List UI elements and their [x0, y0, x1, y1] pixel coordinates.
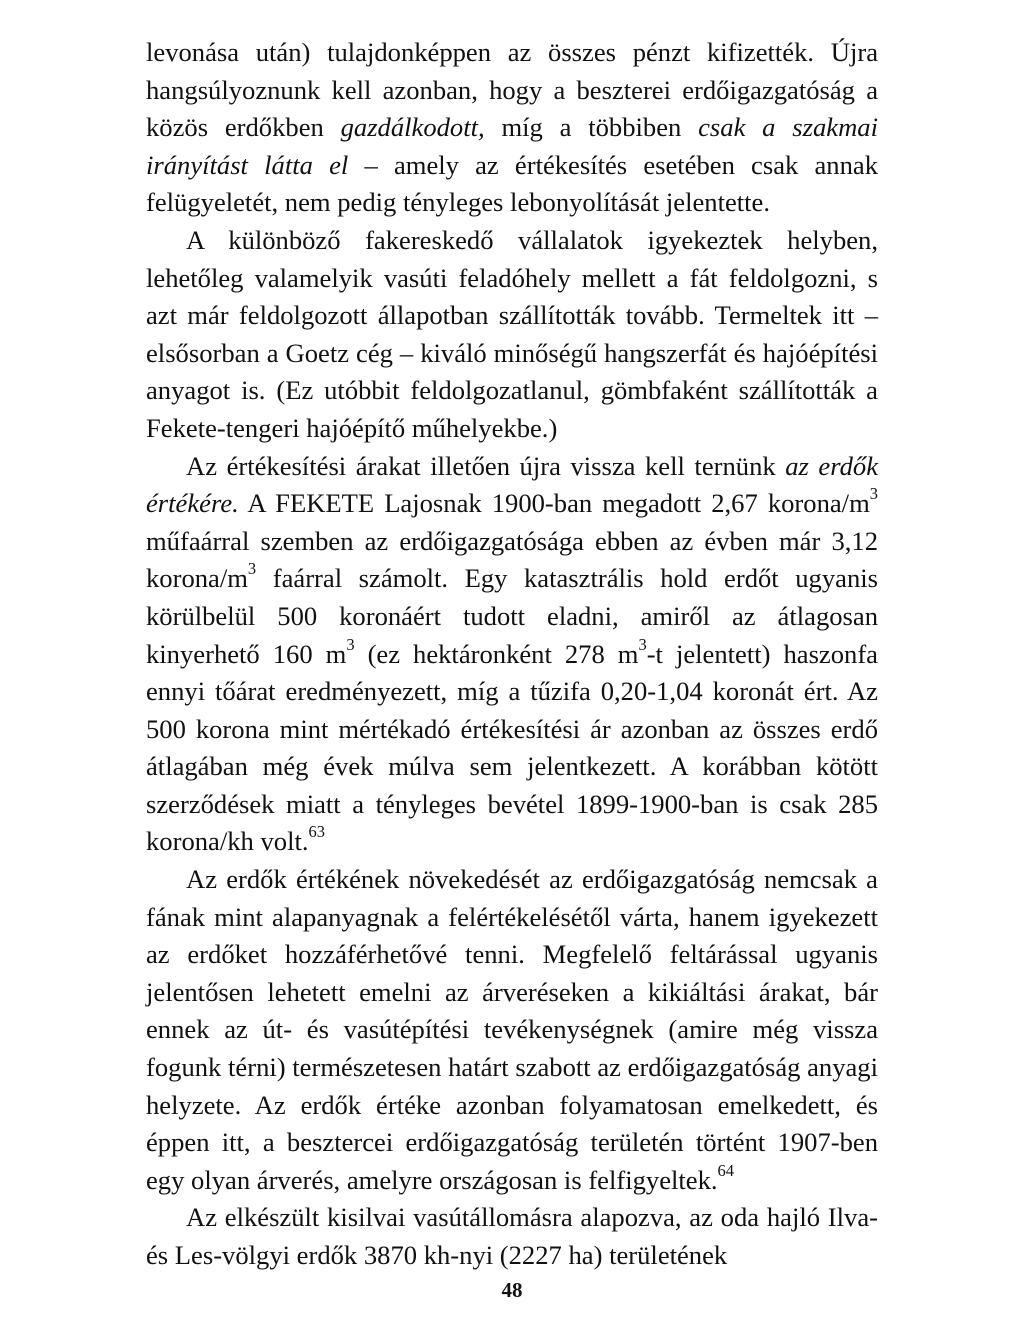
paragraph	[146, 34, 878, 222]
text-run: míg a többiben	[484, 112, 699, 143]
paragraph	[146, 222, 878, 448]
text-run: -t jelentett) haszonfa ennyi tőárat eredményezett, míg a tűzifa 0,20-1,04 koronát ért. Az 500 korona mint mértékadó értékesítési ár azonban az összes erdő átlagában még évek múlva sem jelentkezett. A korábban kötött szerződések miatt a tényleges bevétel 1899-1900-ban is csak 285 korona/kh volt.	[146, 638, 878, 857]
text-run: levonása után) tulajdonképpen az összes pénzt kifizették. Újra hangsúlyoznunk kell azonban, hogy a beszterei erdőigazgatóság a közös erdőkben	[146, 37, 878, 143]
paragraph	[146, 448, 878, 862]
text-run: műfaárral szemben az erdőigazgatósága ebben az évben már 3,12 korona/m	[146, 525, 878, 594]
text-run: Az elkészült kisilvai vasútállomásra alapozva, az oda hajló Ilva- és Les-völgyi erdők 3870 kh-nyi (2227 ha) területének	[146, 1202, 878, 1270]
italic-text: gazdálkodott,	[340, 112, 485, 143]
text-run: A FEKETE Lajosnak 1900-ban megadott 2,67 korona/m	[238, 488, 870, 519]
paragraph	[146, 861, 878, 1199]
italic-text: csak a szakmai irányítást látta el	[146, 112, 878, 180]
text-run: – amely az értékesítés esetében csak annak felügyeletét, nem pedig tényleges lebonyolítását jelentette.	[146, 149, 878, 218]
text-run: Az erdők értékének növekedését az erdőigazgatóság nemcsak a fának mint alapanyagnak a felértékelésétől várta, hanem igyekezett az erdőket hozzáférhetővé tenni. Megfelelő feltárással ugyanis jelentősen lehetett emelni az árveréseken a kikiáltási árakat, bár ennek az út- és vasútépítési tevékenységnek (amire még vissza fogunk térni) természetesen határt szabott az erdőigazgatóság anyagi helyzete. Az erdők értéke azonban folyamatosan emelkedett, és éppen itt, a besztercei erdőigazgatóság területén történt 1907-ben egy olyan árverés, amelyre országosan is felfigyeltek.	[146, 864, 878, 1195]
superscript: 3	[346, 634, 355, 654]
text-body	[146, 34, 878, 1275]
italic-text: az erdők értékére.	[146, 450, 878, 519]
text-run: A különböző fakereskedő vállalatok igyekeztek helyben, lehetőleg valamelyik vasúti feladóhely mellett a fát feldolgozni, s azt már feldolgozott állapotban szállították tovább. Termeltek itt – elsősorban a Goetz cég – kiváló minőségű hangszerfát és hajóépítési anyagot is. (Ez utóbbit feldolgozatlanul, gömbfaként szállították a Fekete-tengeri hajóépítő műhelyekbe.)	[146, 224, 878, 443]
superscript: 3	[247, 559, 257, 579]
text-run: faárral számolt. Egy katasztrális hold erdőt ugyanis körülbelül 500 koronáért tudott eladni, amiről az átlagosan kinyerhető 160 m	[146, 563, 878, 669]
superscript: 3	[869, 484, 878, 504]
page-number: 48	[501, 1278, 523, 1302]
superscript: 64	[717, 1160, 735, 1180]
superscript: 63	[308, 822, 325, 842]
text-run: Az értékesítési árakat illetően újra vissza kell ternünk	[186, 450, 786, 481]
paragraph	[146, 1199, 878, 1274]
superscript: 3	[638, 634, 647, 654]
text-run: (ez hektáronként 278 m	[354, 638, 639, 669]
